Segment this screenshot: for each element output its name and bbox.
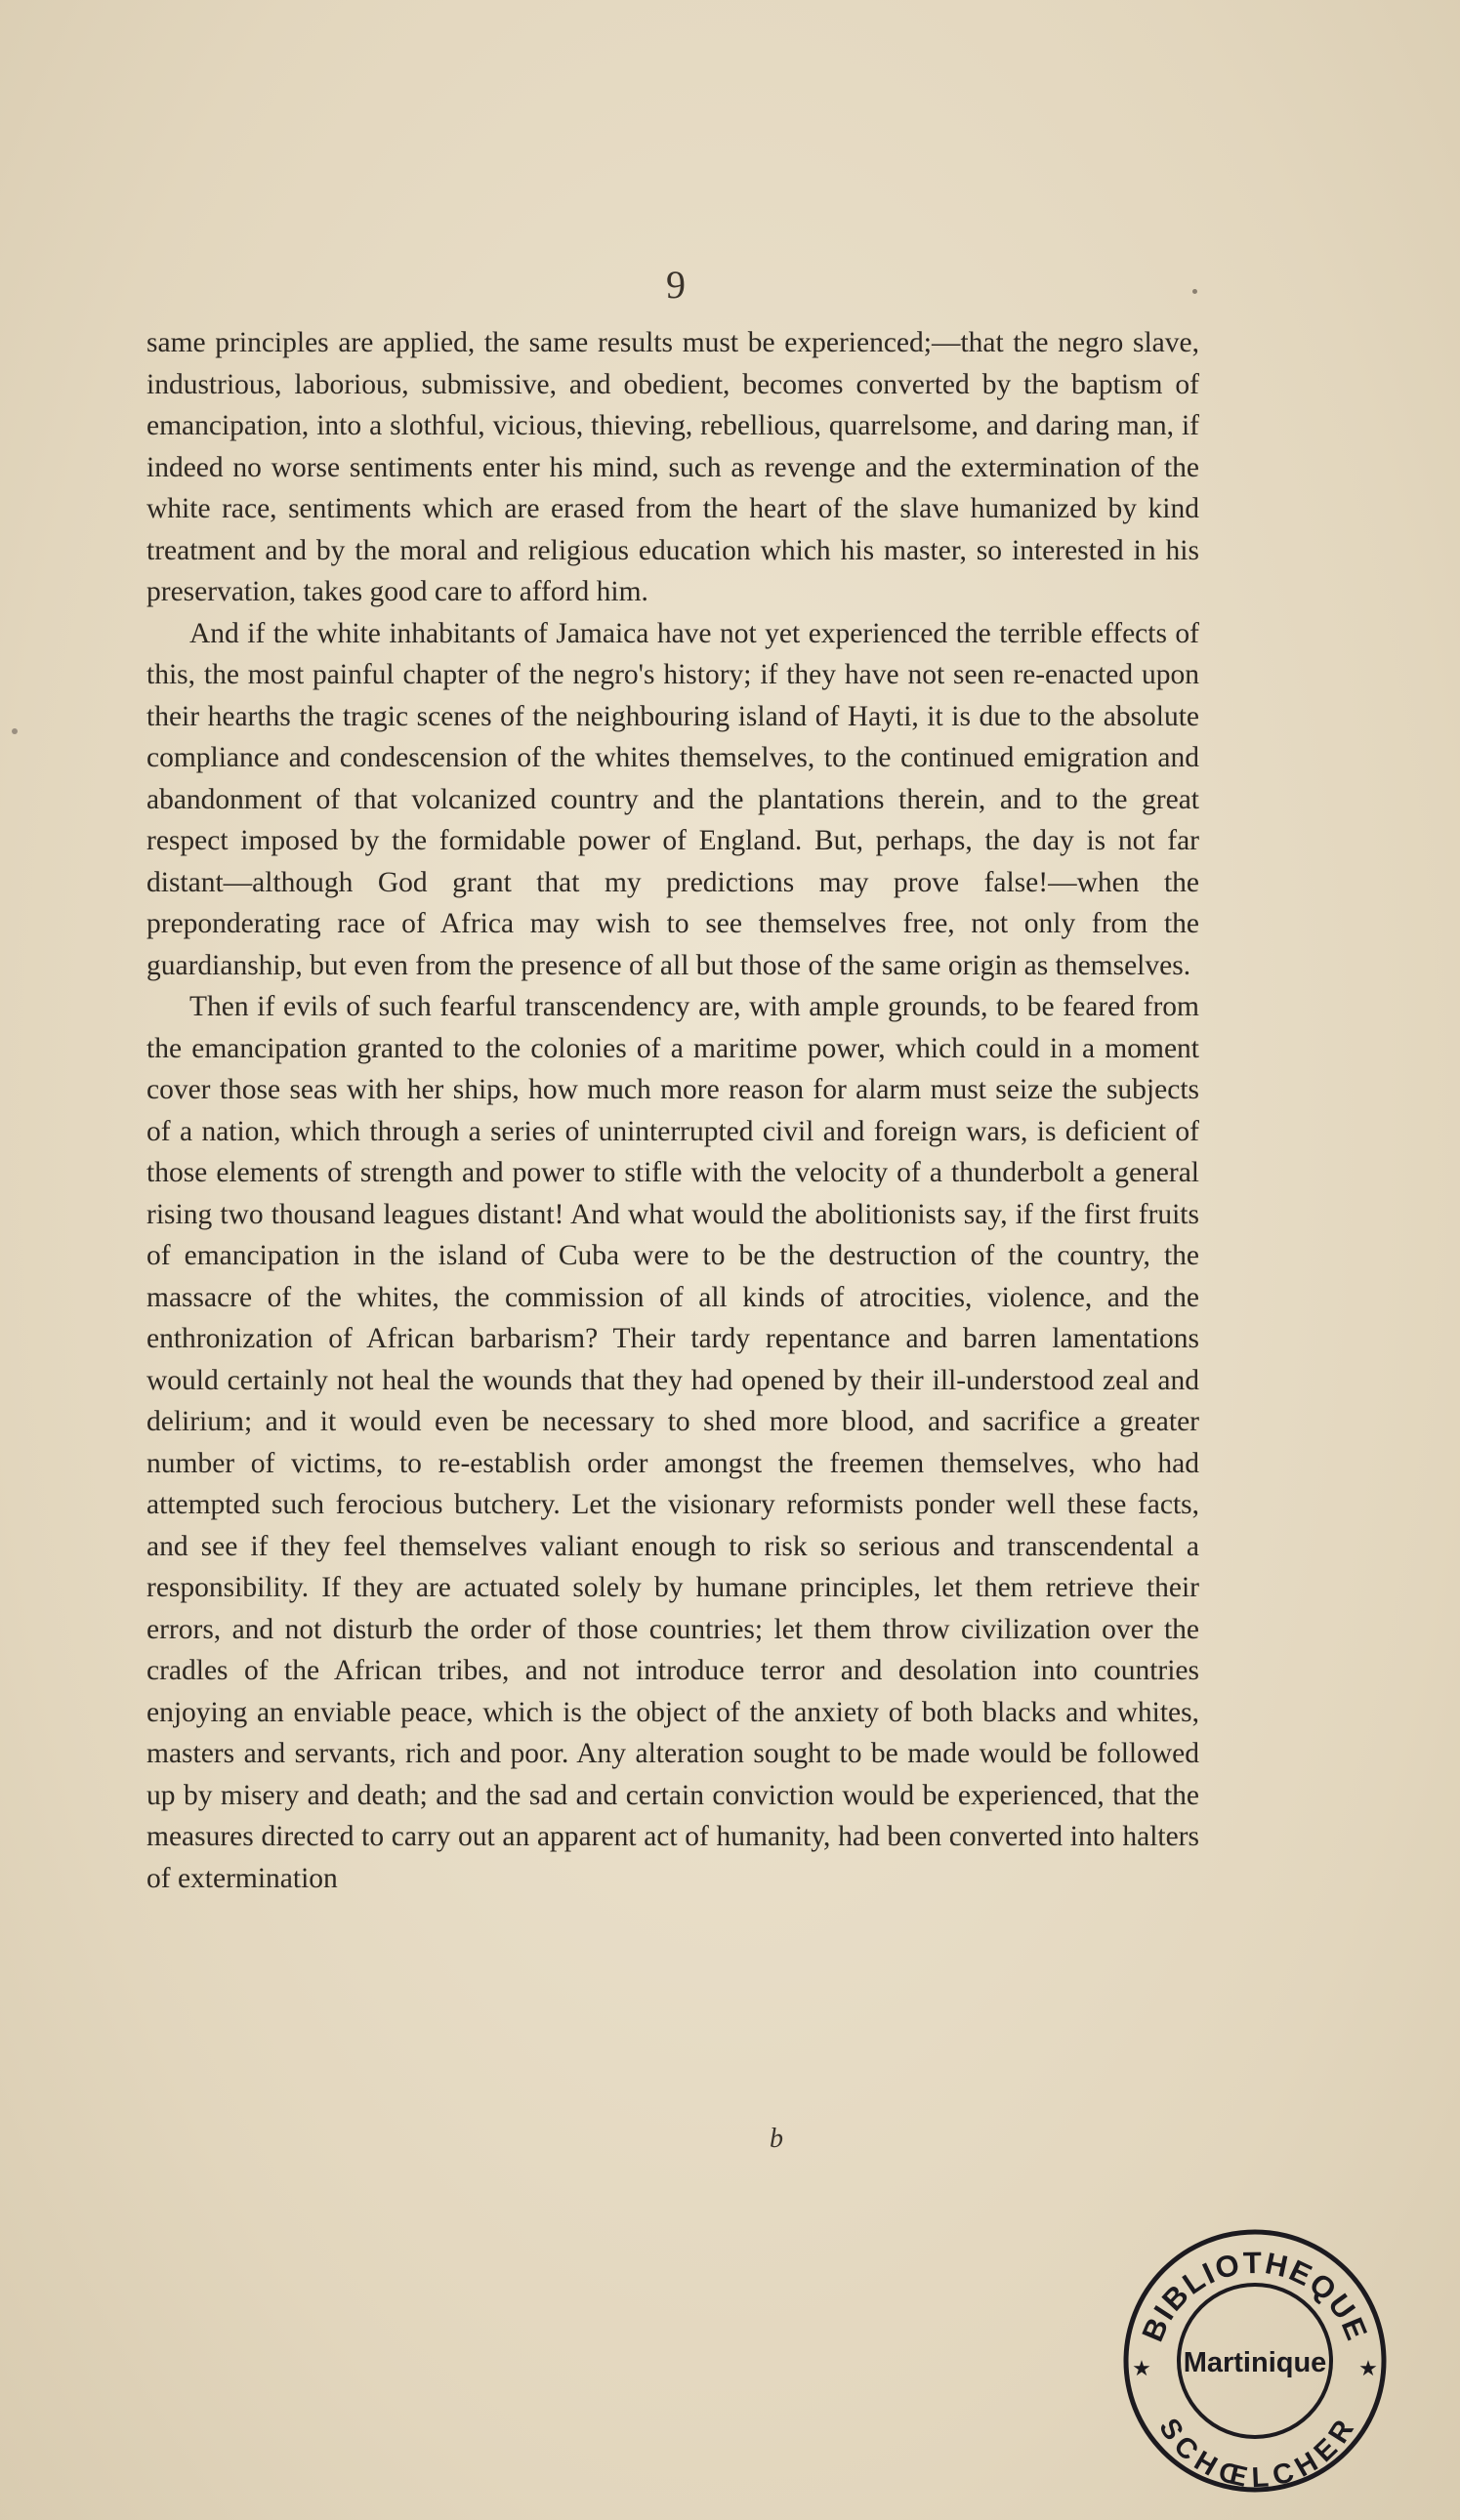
signature-mark: b [770,2124,783,2154]
dot-mark [1192,289,1197,294]
paragraph: same principles are applied, the same results must be experienced;—that the negro slave, industrious, laborious, submissive, and obedient, becomes converted by the baptism of emancipation, into a slothful, vicious, thieving, rebellious, quarrelsome, and daring man, if indeed no worse sentiments enter his mind, such as revenge and the extermination of the white race, sentiments which are erased from the heart of the slave humanized by kind treatment and by the moral and religious education which his master, so interested in his preservation, takes good care to afford him. [146,327,1199,607]
star-icon: ★ [1358,2357,1378,2381]
paragraph: Then if evils of such fearful transcendency are, with ample grounds, to be feared from the emancipation granted to the colonies of a maritime power, which could in a moment cover those seas with her ships, how much more reason for alarm must seize the subjects of a nation, which through a series of uninterrupted civil and foreign wars, is deficient of those elements of strength and power to stifle with the velocity of a thunderbolt a general rising two thousand leagues distant! And what would the abolitionists say, if the first fruits of emancipation in the island of Cuba were to be the destruction of the country, the massacre of the whites, the commission of all kinds of atrocities, violence, and the enthronization of African barbarism? Their tardy repentance and barren lamentations would certainly not heal the wounds that they had opened by their ill-understood zeal and delirium; and it would even be necessary to shed more blood, and sacrifice a greater number of victims, to re-establish order amongst the freemen themselves, who had attempted such ferocious butchery. Let the visionary reformists ponder well these facts, and see if they feel themselves valiant enough to risk so serious and transcendental a responsibility. If they are actuated solely by humane principles, let them retrieve their errors, and not disturb the order of those countries; let them throw civilization over the cradles of the African tribes, and not introduce terror and desolation into countries enjoying an enviable peace, which is the object of the anxiety of both blacks and whites, masters and servants, rich and poor. Any alteration sought to be made would be followed up by misery and death; and the sad and certain conviction would be experienced, that the measures directed to carry out an apparent act of humanity, had been converted into halters of extermination [146,991,1199,1894]
stamp-bottom-text [1152,2414,1361,2495]
stamp-top-path: BIBLIOTHEQUE [1135,2245,1375,2347]
stamp-center-text: Martinique [1183,2347,1327,2378]
dot-mark [12,728,18,734]
body-text [146,322,1199,1899]
stamp-bottom-path: SCHŒLCHER [1152,2413,1361,2495]
paragraph: And if the white inhabitants of Jamaica have not yet experienced the terrible effects of this, the most painful chapter of the negro's history; if they have not seen re-enacted upon their hearths the tragic scenes of the neighbouring island of Hayti, it is due to the absolute compliance and condescension of the whites themselves, to the continued emigration and abandonment of that volcanized country and the plantations therein, and to the great respect imposed by the formidable power of England. But, perhaps, the day is not far distant—although God grant that my predictions may prove false!—when the preponderating race of Africa may wish to see themselves free, not only from the guardianship, but even from the presence of all but those of the same origin as themselves. [146,617,1199,981]
star-icon: ★ [1132,2357,1151,2381]
page-number: 9 [666,263,686,307]
library-stamp [1118,2224,1392,2498]
